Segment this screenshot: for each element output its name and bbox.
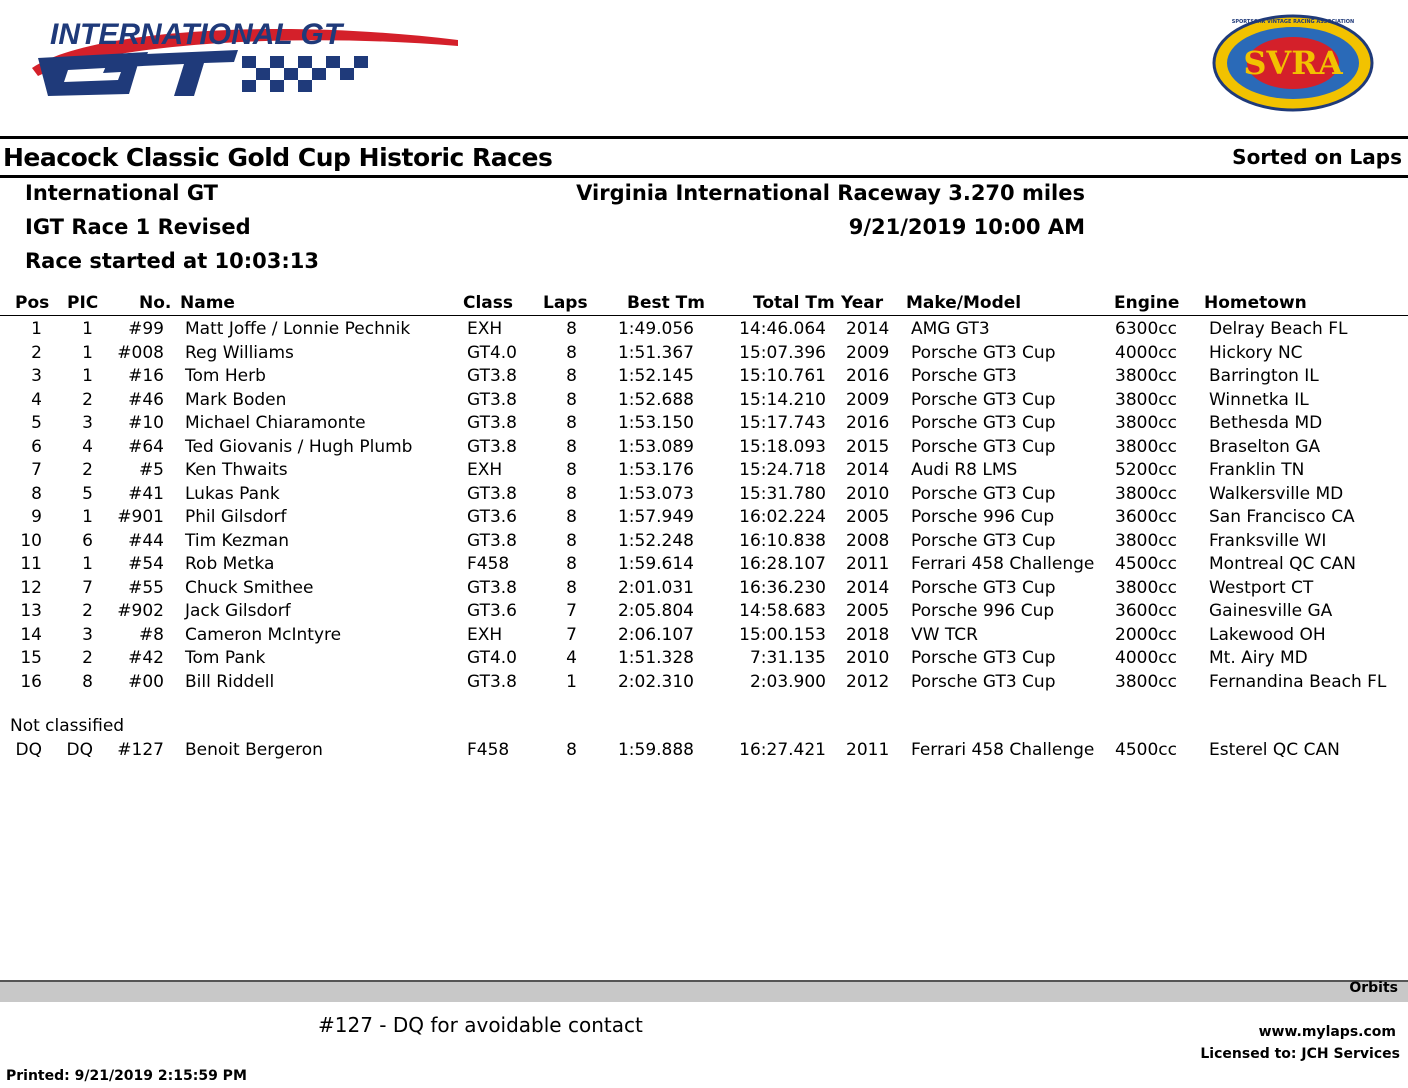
cell-year: 2016	[846, 413, 890, 433]
cell-class: GT3.8	[467, 483, 517, 504]
cell-engine: 3800cc	[1115, 483, 1177, 504]
cell-name: Ken Thwaits	[185, 460, 288, 480]
cell-pos: 11	[20, 554, 42, 574]
cell-best: 1:52.248	[617, 530, 694, 551]
cell-class: GT3.6	[467, 507, 517, 527]
cell-total: 15:00.153	[739, 624, 826, 645]
cell-no: #99	[128, 319, 164, 339]
cell-hometown: Franklin TN	[1209, 460, 1305, 480]
cell-hometown: Braselton GA	[1209, 436, 1321, 457]
cell-hometown: Bethesda MD	[1209, 413, 1323, 433]
cell-laps: 4	[566, 648, 577, 668]
cell-no: #64	[128, 436, 164, 457]
cell-year: 2014	[846, 460, 890, 480]
cell-best: 1:51.328	[617, 648, 694, 668]
cell-make: Porsche GT3	[911, 366, 1017, 386]
cell-year: 2015	[846, 436, 890, 457]
cell-no: #127	[117, 740, 164, 760]
cell-total: 15:24.718	[739, 460, 826, 480]
cell-engine: 3800cc	[1115, 436, 1177, 457]
cell-year: 2012	[846, 671, 890, 692]
cell-class: EXH	[467, 460, 503, 480]
cell-engine: 4500cc	[1115, 740, 1177, 760]
cell-pos: 9	[31, 507, 42, 527]
cell-laps: 1	[566, 671, 577, 692]
cell-hometown: Mt. Airy MD	[1209, 648, 1308, 668]
cell-pic: 1	[82, 507, 93, 527]
cell-class: GT3.8	[467, 436, 517, 457]
cell-pos: 14	[20, 624, 42, 645]
cell-name: Tim Kezman	[185, 530, 289, 551]
cell-engine: 4500cc	[1115, 554, 1177, 574]
sort-label: Sorted on Laps	[1232, 145, 1402, 169]
cell-name: Tom Pank	[185, 648, 266, 668]
cell-engine: 3800cc	[1115, 413, 1177, 433]
cell-best: 2:05.804	[617, 601, 694, 621]
cell-engine: 3800cc	[1115, 577, 1177, 598]
cell-engine: 5200cc	[1115, 460, 1177, 480]
cell-pic: 2	[82, 648, 93, 668]
cell-year: 2011	[846, 740, 890, 760]
cell-hometown: Delray Beach FL	[1209, 319, 1348, 339]
igt-logo-text-international: INTERNATIONAL GT	[50, 18, 343, 51]
cell-name: Benoit Bergeron	[185, 740, 323, 760]
cell-name: Lukas Pank	[185, 483, 280, 504]
footer-bar	[0, 980, 1408, 1002]
cell-pos: 15	[20, 648, 42, 668]
cell-engine: 4000cc	[1115, 648, 1177, 668]
event-title: Heacock Classic Gold Cup Historic Races	[3, 143, 553, 172]
cell-hometown: Westport CT	[1209, 577, 1314, 598]
cell-class: GT4.0	[467, 648, 517, 668]
cell-name: Matt Joffe / Lonnie Pechnik	[185, 319, 411, 339]
cell-make: Porsche GT3 Cup	[911, 389, 1056, 410]
cell-laps: 8	[566, 436, 577, 457]
cell-engine: 3600cc	[1115, 601, 1177, 621]
cell-make: Ferrari 458 Challenge	[911, 554, 1095, 574]
cell-pos: 1	[31, 319, 42, 339]
cell-make: Audi R8 LMS	[911, 460, 1018, 480]
cell-make: Porsche GT3 Cup	[911, 342, 1056, 363]
cell-class: GT3.8	[467, 671, 517, 692]
cell-laps: 8	[566, 389, 577, 410]
cell-hometown: Lakewood OH	[1209, 624, 1326, 645]
cell-year: 2014	[846, 577, 890, 598]
printed-timestamp: Printed: 9/21/2019 2:15:59 PM	[6, 1068, 247, 1084]
cell-laps: 8	[566, 554, 577, 574]
cell-pic: 3	[82, 413, 93, 433]
cell-laps: 8	[566, 413, 577, 433]
cell-make: Porsche GT3 Cup	[911, 530, 1056, 551]
cell-no: #16	[128, 366, 164, 386]
cell-pic: 8	[82, 671, 93, 692]
cell-engine: 3600cc	[1115, 507, 1177, 527]
cell-name: Tom Herb	[185, 366, 266, 386]
cell-pic: 5	[82, 483, 93, 504]
cell-year: 2011	[846, 554, 890, 574]
cell-name: Michael Chiaramonte	[185, 413, 366, 433]
cell-class: EXH	[467, 319, 503, 339]
cell-total: 16:10.838	[739, 530, 826, 551]
cell-pos: 10	[20, 530, 42, 551]
cell-no: #00	[128, 671, 164, 692]
cell-pic: 7	[82, 577, 93, 598]
cell-engine: 3800cc	[1115, 530, 1177, 551]
cell-best: 2:01.031	[617, 577, 694, 598]
cell-laps: 8	[566, 366, 577, 386]
cell-total: 15:31.780	[739, 483, 826, 504]
cell-total: 16:36.230	[739, 577, 826, 598]
cell-pos: 12	[20, 577, 42, 598]
cell-pic: 3	[82, 624, 93, 645]
cell-make: Porsche 996 Cup	[911, 507, 1055, 527]
column-header-name: Name	[180, 293, 235, 313]
cell-total: 14:46.064	[739, 319, 826, 339]
cell-name: Bill Riddell	[185, 671, 275, 692]
cell-no: #46	[128, 389, 164, 410]
series-name: International GT	[25, 181, 219, 205]
svra-ring-text: SPORTSCAR VINTAGE RACING ASSOCIATION	[1231, 19, 1355, 25]
cell-no: #55	[128, 577, 164, 598]
cell-laps: 8	[566, 342, 577, 363]
cell-best: 1:53.089	[617, 436, 694, 457]
cell-pic: DQ	[66, 740, 93, 760]
cell-year: 2009	[846, 389, 890, 410]
cell-pic: 2	[82, 460, 93, 480]
cell-laps: 8	[566, 740, 577, 760]
cell-total: 14:58.683	[739, 601, 826, 621]
cell-make: VW TCR	[911, 624, 978, 645]
cell-pos: 16	[20, 671, 42, 692]
cell-pos: 4	[31, 389, 42, 410]
cell-class: GT4.0	[467, 342, 517, 363]
cell-hometown: Montreal QC CAN	[1209, 554, 1356, 574]
cell-engine: 2000cc	[1115, 624, 1177, 645]
cell-pos: 3	[31, 366, 42, 386]
cell-pic: 1	[82, 366, 93, 386]
cell-best: 1:59.614	[617, 554, 694, 574]
cell-total: 7:31.135	[749, 648, 826, 668]
track-name: Virginia International Raceway 3.270 miles	[576, 181, 1085, 205]
column-header-class: Class	[463, 293, 514, 313]
race-start-time: Race started at 10:03:13	[25, 249, 320, 273]
cell-pos: 7	[31, 460, 42, 480]
column-header-hometown: Hometown	[1204, 293, 1307, 313]
cell-pic: 2	[82, 601, 93, 621]
cell-no: #41	[128, 483, 164, 504]
cell-year: 2010	[846, 648, 890, 668]
cell-no: #10	[128, 413, 164, 433]
cell-no: #5	[138, 460, 164, 480]
cell-laps: 8	[566, 460, 577, 480]
cell-best: 1:52.688	[617, 389, 694, 410]
column-header-pos: Pos	[15, 293, 50, 313]
cell-year: 2005	[846, 507, 890, 527]
cell-total: 15:10.761	[739, 366, 826, 386]
column-header-no: No.	[139, 293, 172, 313]
cell-no: #54	[128, 554, 164, 574]
svra-logo-text: SVRA	[1243, 44, 1343, 82]
cell-pos: DQ	[15, 740, 42, 760]
cell-total: 16:02.224	[739, 507, 826, 527]
column-header-year: Year	[841, 293, 884, 313]
session-name: IGT Race 1 Revised	[25, 215, 251, 239]
cell-year: 2010	[846, 483, 890, 504]
cell-class: F458	[467, 554, 510, 574]
cell-total: 15:07.396	[739, 342, 826, 363]
cell-year: 2016	[846, 366, 890, 386]
cell-laps: 8	[566, 507, 577, 527]
cell-year: 2009	[846, 342, 890, 363]
column-header-make-model: Make/Model	[906, 293, 1022, 313]
cell-pos: 13	[20, 601, 42, 621]
cell-name: Cameron McIntyre	[185, 624, 342, 645]
cell-total: 16:28.107	[739, 554, 826, 574]
cell-make: Porsche GT3 Cup	[911, 648, 1056, 668]
column-header-total-time: Total Tm	[753, 293, 835, 313]
cell-hometown: Gainesville GA	[1209, 601, 1333, 621]
cell-class: GT3.8	[467, 413, 517, 433]
cell-name: Mark Boden	[185, 389, 287, 410]
cell-make: Porsche GT3 Cup	[911, 413, 1056, 433]
cell-name: Phil Gilsdorf	[185, 507, 287, 527]
cell-laps: 8	[566, 319, 577, 339]
cell-class: GT3.8	[467, 389, 517, 410]
cell-make: Porsche GT3 Cup	[911, 483, 1056, 504]
column-header-pic: PIC	[67, 293, 99, 313]
cell-best: 2:06.107	[617, 624, 694, 645]
cell-engine: 3800cc	[1115, 366, 1177, 386]
cell-engine: 4000cc	[1115, 342, 1177, 363]
cell-best: 1:52.145	[617, 366, 694, 386]
cell-pic: 2	[82, 389, 93, 410]
cell-best: 1:51.367	[617, 342, 694, 363]
cell-make: Porsche GT3 Cup	[911, 577, 1056, 598]
cell-class: EXH	[467, 624, 503, 645]
cell-pos: 6	[31, 436, 42, 457]
cell-laps: 8	[566, 530, 577, 551]
cell-class: GT3.8	[467, 530, 517, 551]
cell-pic: 1	[82, 554, 93, 574]
cell-class: GT3.8	[467, 577, 517, 598]
cell-hometown: Franksville WI	[1209, 530, 1327, 551]
cell-engine: 3800cc	[1115, 671, 1177, 692]
cell-total: 15:18.093	[739, 436, 826, 457]
cell-no: #902	[117, 601, 164, 621]
cell-make: Ferrari 458 Challenge	[911, 740, 1095, 760]
cell-best: 1:53.150	[617, 413, 694, 433]
cell-hometown: Fernandina Beach FL	[1209, 671, 1387, 692]
cell-hometown: Winnetka IL	[1209, 389, 1309, 410]
cell-laps: 7	[566, 624, 577, 645]
cell-pos: 8	[31, 483, 42, 504]
cell-make: Porsche 996 Cup	[911, 601, 1055, 621]
cell-laps: 7	[566, 601, 577, 621]
cell-name: Chuck Smithee	[185, 577, 314, 598]
cell-pic: 1	[82, 342, 93, 363]
cell-class: GT3.8	[467, 366, 517, 386]
cell-name: Rob Metka	[185, 554, 275, 574]
cell-class: F458	[467, 740, 510, 760]
cell-laps: 8	[566, 483, 577, 504]
cell-total: 16:27.421	[739, 740, 826, 760]
cell-best: 1:57.949	[617, 507, 694, 527]
mylaps-url[interactable]: www.mylaps.com	[1258, 1024, 1396, 1040]
column-header-rule	[0, 315, 1408, 316]
cell-make: AMG GT3	[911, 319, 990, 339]
cell-name: Reg Williams	[185, 342, 294, 363]
cell-best: 1:59.888	[617, 740, 694, 760]
cell-best: 1:49.056	[617, 319, 694, 339]
column-header-engine: Engine	[1114, 293, 1180, 313]
cell-engine: 6300cc	[1115, 319, 1177, 339]
cell-total: 15:17.743	[739, 413, 826, 433]
orbits-label: Orbits	[1349, 980, 1398, 996]
cell-make: Porsche GT3 Cup	[911, 671, 1056, 692]
cell-laps: 8	[566, 577, 577, 598]
cell-total: 2:03.900	[749, 671, 826, 692]
cell-no: #8	[138, 624, 164, 645]
column-header-laps: Laps	[543, 293, 588, 313]
event-datetime: 9/21/2019 10:00 AM	[848, 215, 1085, 239]
cell-name: Ted Giovanis / Hugh Plumb	[185, 436, 413, 457]
race-note: #127 - DQ for avoidable contact	[318, 1013, 643, 1037]
cell-class: GT3.6	[467, 601, 517, 621]
cell-pic: 4	[82, 436, 93, 457]
international-gt-logo	[28, 10, 460, 102]
cell-no: #008	[117, 342, 164, 363]
cell-pos: 5	[31, 413, 42, 433]
cell-engine: 3800cc	[1115, 389, 1177, 410]
cell-hometown: San Francisco CA	[1209, 507, 1355, 527]
not-classified-label: Not classified	[10, 716, 125, 736]
cell-best: 1:53.176	[617, 460, 694, 480]
cell-best: 1:53.073	[617, 483, 694, 504]
cell-hometown: Hickory NC	[1209, 342, 1303, 363]
cell-total: 15:14.210	[739, 389, 826, 410]
license-info: Licensed to: JCH Services	[1200, 1046, 1400, 1062]
cell-hometown: Walkersville MD	[1209, 483, 1344, 504]
cell-year: 2005	[846, 601, 890, 621]
cell-name: Jack Gilsdorf	[185, 601, 291, 621]
svra-logo	[1212, 14, 1374, 112]
column-header-best-time: Best Tm	[627, 293, 705, 313]
title-rule	[0, 175, 1408, 178]
cell-pos: 2	[31, 342, 42, 363]
cell-hometown: Barrington IL	[1209, 366, 1319, 386]
cell-year: 2014	[846, 319, 890, 339]
top-rule	[0, 136, 1408, 139]
cell-year: 2008	[846, 530, 890, 551]
cell-no: #42	[128, 648, 164, 668]
cell-pic: 1	[82, 319, 93, 339]
cell-make: Porsche GT3 Cup	[911, 436, 1056, 457]
cell-year: 2018	[846, 624, 890, 645]
cell-no: #901	[117, 507, 164, 527]
cell-pic: 6	[82, 530, 93, 551]
cell-hometown: Esterel QC CAN	[1209, 740, 1340, 760]
cell-best: 2:02.310	[617, 671, 694, 692]
cell-no: #44	[128, 530, 164, 551]
